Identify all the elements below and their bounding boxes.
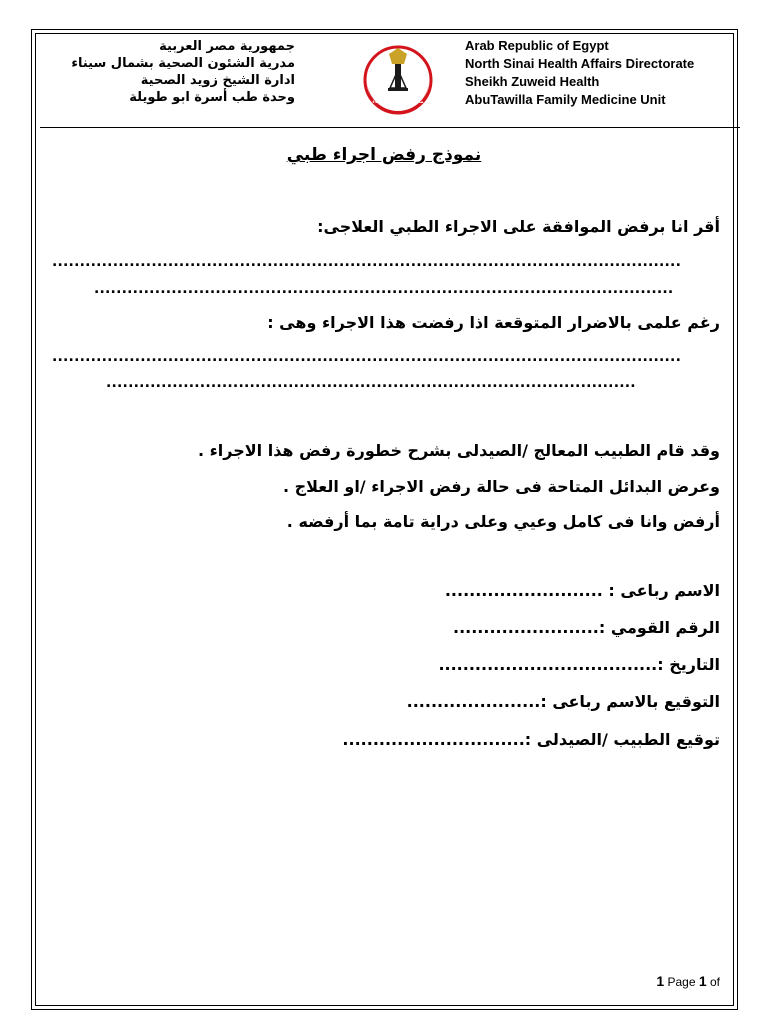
national-id-dots[interactable]: ........................ <box>452 618 599 637</box>
date-label: التاريخ : <box>657 655 720 674</box>
header-divider <box>40 127 740 128</box>
national-id-field <box>453 618 720 637</box>
english-header-line: AbuTawilla Family Medicine Unit <box>465 92 666 107</box>
explanation-line: أرفض وانا فى كامل وعيي وعلى دراية تامة بما أرفضه . <box>286 512 720 531</box>
english-header-line: Sheikh Zuweid Health <box>465 74 600 89</box>
full-name-dots[interactable]: .......................... <box>444 581 603 600</box>
signature-dots[interactable]: ...................... <box>406 692 541 711</box>
english-header-line: North Sinai Health Affairs Directorate <box>465 56 695 71</box>
doctor-signature-field <box>342 730 720 749</box>
page-current: 1 <box>656 973 665 989</box>
arabic-header-line: جمهورية مصر العربية <box>159 39 295 54</box>
risks-statement: رغم علمى بالاضرار المتوقعة اذا رفضت هذا الاجراء وهى : <box>267 313 720 332</box>
page-total: 1 <box>698 973 707 989</box>
full-name-field <box>445 581 720 600</box>
arabic-header-line: وحدة طب أسرة ابو طويلة <box>129 90 295 105</box>
arabic-header <box>70 38 295 122</box>
signature-label: التوقيع بالاسم رباعى : <box>540 692 720 711</box>
signature-field <box>407 692 720 711</box>
page-number <box>656 973 720 989</box>
svg-text:محافظة شمال سيناء: محافظة شمال سيناء <box>372 99 424 105</box>
risks-dotted-line[interactable]: ................................................................................................ <box>106 375 636 391</box>
date-field <box>438 655 720 674</box>
english-header-line: Arab Republic of Egypt <box>465 38 609 53</box>
arabic-header-line: ادارة الشيخ زويد الصحية <box>140 73 295 88</box>
explanation-line: وقد قام الطبيب المعالج /الصيدلى بشرح خطورة رفض هذا الاجراء . <box>197 441 720 460</box>
english-header <box>465 37 733 109</box>
north-sinai-health-emblem-icon <box>355 40 441 118</box>
page-word: Page <box>667 975 696 989</box>
arabic-header-line: مدرية الشئون الصحية بشمال سيناء <box>71 56 295 71</box>
of-word: of <box>709 975 720 989</box>
full-name-label: الاسم رباعى : <box>602 581 720 600</box>
risks-dotted-line[interactable]: .................................................................................................................. <box>52 349 682 365</box>
declaration-text: أقر انا برفض الموافقة على الاجراء الطبي العلاجى: <box>317 217 720 236</box>
national-id-label: الرقم القومي : <box>598 618 720 637</box>
date-dots[interactable]: .................................... <box>438 655 658 674</box>
procedure-dotted-line[interactable]: .................................................................................................................. <box>52 254 682 270</box>
procedure-dotted-line[interactable]: ......................................................................................................... <box>94 281 674 297</box>
doctor-signature-dots[interactable]: .............................. <box>342 730 525 749</box>
document-title: نموذج رفض اجراء طبي <box>286 145 482 165</box>
doctor-signature-label: توقيع الطبيب /الصيدلى : <box>524 730 720 749</box>
explanation-line: وعرض البدائل المتاحة فى حالة رفض الاجراء /او العلاج . <box>282 477 720 496</box>
